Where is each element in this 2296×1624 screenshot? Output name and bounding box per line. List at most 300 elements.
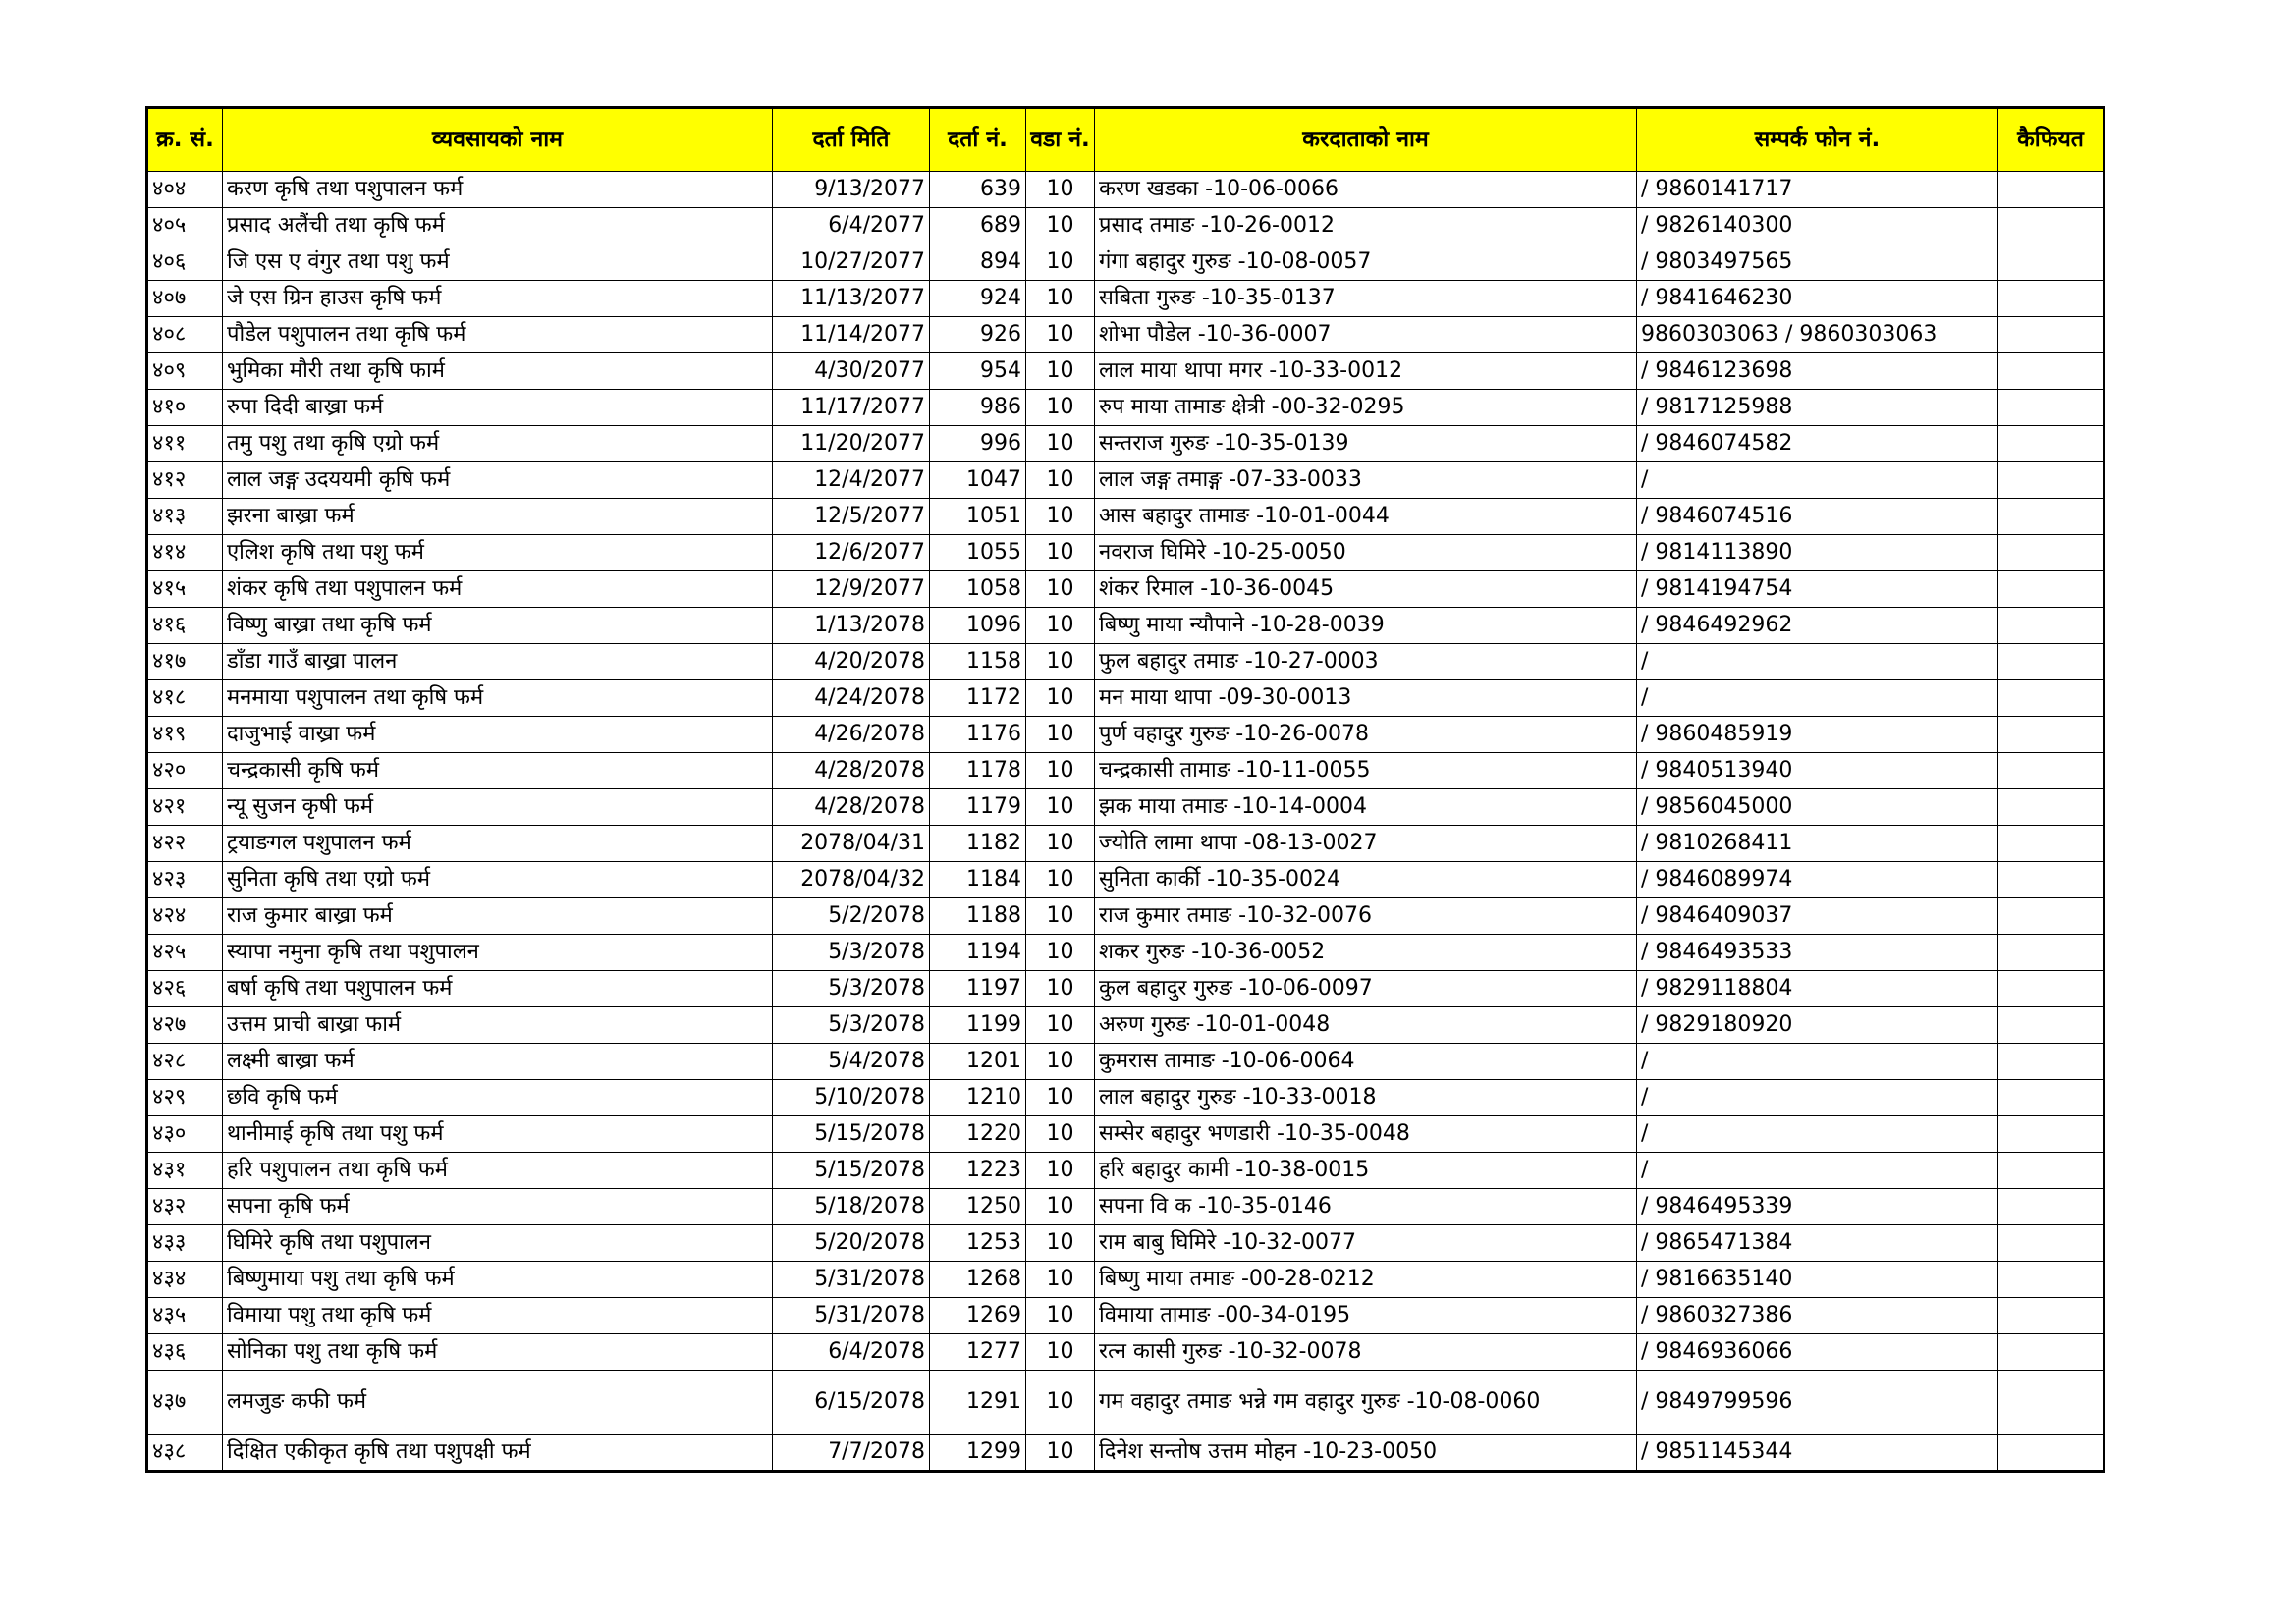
contact-phone-cell: / 9851145344 xyxy=(1637,1435,1998,1472)
header-registration-date: दर्ता मिति xyxy=(773,108,930,172)
business-name-cell: विमाया पशु तथा कृषि फर्म xyxy=(223,1298,773,1334)
registration-no-cell: 1201 xyxy=(930,1044,1026,1080)
contact-phone-cell: / xyxy=(1637,644,1998,680)
remarks-cell xyxy=(1998,935,2105,971)
contact-phone-cell: / 9840513940 xyxy=(1637,753,1998,789)
remarks-cell xyxy=(1998,898,2105,935)
remarks-cell xyxy=(1998,971,2105,1007)
serial-no-cell: ४०६ xyxy=(147,244,223,281)
contact-phone-cell: / xyxy=(1637,1116,1998,1153)
registration-no-cell: 1277 xyxy=(930,1334,1026,1371)
business-registry-table xyxy=(145,106,2105,1473)
ward-no-cell: 10 xyxy=(1026,426,1095,462)
registration-date-cell: 5/31/2078 xyxy=(773,1298,930,1334)
business-name-cell: शंकर कृषि तथा पशुपालन फर्म xyxy=(223,571,773,608)
remarks-cell xyxy=(1998,1044,2105,1080)
business-name-cell: मनमाया पशुपालन तथा कृषि फर्म xyxy=(223,680,773,717)
registration-date-cell: 4/26/2078 xyxy=(773,717,930,753)
registration-no-cell: 986 xyxy=(930,390,1026,426)
business-name-cell: उत्तम प्राची बाख्रा फार्म xyxy=(223,1007,773,1044)
taxpayer-name-cell: शकर गुरुङ -10-36-0052 xyxy=(1095,935,1637,971)
serial-no-cell: ४१२ xyxy=(147,462,223,499)
registration-date-cell: 11/20/2077 xyxy=(773,426,930,462)
serial-no-cell: ४३७ xyxy=(147,1371,223,1435)
business-name-cell: एलिश कृषि तथा पशु फर्म xyxy=(223,535,773,571)
registration-no-cell: 1223 xyxy=(930,1153,1026,1189)
taxpayer-name-cell: राज कुमार तमाङ -10-32-0076 xyxy=(1095,898,1637,935)
taxpayer-name-cell: सुनिता कार्की -10-35-0024 xyxy=(1095,862,1637,898)
taxpayer-name-cell: कुमरास तामाङ -10-06-0064 xyxy=(1095,1044,1637,1080)
ward-no-cell: 10 xyxy=(1026,862,1095,898)
ward-no-cell: 10 xyxy=(1026,390,1095,426)
table-row xyxy=(147,608,2105,644)
contact-phone-cell: / 9865471384 xyxy=(1637,1225,1998,1262)
taxpayer-name-cell: फुल बहादुर तमाङ -10-27-0003 xyxy=(1095,644,1637,680)
ward-no-cell: 10 xyxy=(1026,1435,1095,1472)
remarks-cell xyxy=(1998,862,2105,898)
serial-no-cell: ४१० xyxy=(147,390,223,426)
ward-no-cell: 10 xyxy=(1026,971,1095,1007)
taxpayer-name-cell: करण खडका -10-06-0066 xyxy=(1095,172,1637,208)
registration-date-cell: 4/20/2078 xyxy=(773,644,930,680)
registration-date-cell: 10/27/2077 xyxy=(773,244,930,281)
registration-date-cell: 5/3/2078 xyxy=(773,935,930,971)
table-row xyxy=(147,499,2105,535)
ward-no-cell: 10 xyxy=(1026,1007,1095,1044)
registration-no-cell: 1058 xyxy=(930,571,1026,608)
registration-date-cell: 12/6/2077 xyxy=(773,535,930,571)
registration-no-cell: 1197 xyxy=(930,971,1026,1007)
registration-date-cell: 5/3/2078 xyxy=(773,1007,930,1044)
taxpayer-name-cell: रुप माया तामाङ क्षेत्री -00-32-0295 xyxy=(1095,390,1637,426)
header-row xyxy=(147,108,2105,172)
taxpayer-name-cell: दिनेश सन्तोष उत्तम मोहन -10-23-0050 xyxy=(1095,1435,1637,1472)
registration-date-cell: 2078/04/32 xyxy=(773,862,930,898)
serial-no-cell: ४३१ xyxy=(147,1153,223,1189)
business-name-cell: राज कुमार बाख्रा फर्म xyxy=(223,898,773,935)
taxpayer-name-cell: बिष्णु माया तमाङ -00-28-0212 xyxy=(1095,1262,1637,1298)
serial-no-cell: ४०७ xyxy=(147,281,223,317)
remarks-cell xyxy=(1998,462,2105,499)
registration-date-cell: 1/13/2078 xyxy=(773,608,930,644)
business-name-cell: लमजुङ कफी फर्म xyxy=(223,1371,773,1435)
table-row xyxy=(147,971,2105,1007)
table-row xyxy=(147,535,2105,571)
registration-date-cell: 4/28/2078 xyxy=(773,753,930,789)
registration-date-cell: 5/3/2078 xyxy=(773,971,930,1007)
registration-no-cell: 1184 xyxy=(930,862,1026,898)
registration-date-cell: 5/2/2078 xyxy=(773,898,930,935)
contact-phone-cell: / 9814194754 xyxy=(1637,571,1998,608)
table-row xyxy=(147,244,2105,281)
serial-no-cell: ४२९ xyxy=(147,1080,223,1116)
taxpayer-name-cell: विमाया तामाङ -00-34-0195 xyxy=(1095,1298,1637,1334)
ward-no-cell: 10 xyxy=(1026,898,1095,935)
business-name-cell: लक्ष्मी बाख्रा फर्म xyxy=(223,1044,773,1080)
business-name-cell: सपना कृषि फर्म xyxy=(223,1189,773,1225)
contact-phone-cell: / xyxy=(1637,462,1998,499)
contact-phone-cell: / 9829180920 xyxy=(1637,1007,1998,1044)
ward-no-cell: 10 xyxy=(1026,753,1095,789)
registration-date-cell: 6/4/2077 xyxy=(773,208,930,244)
serial-no-cell: ४१५ xyxy=(147,571,223,608)
taxpayer-name-cell: प्रसाद तमाङ -10-26-0012 xyxy=(1095,208,1637,244)
table-row xyxy=(147,1262,2105,1298)
business-name-cell: झरना बाख्रा फर्म xyxy=(223,499,773,535)
serial-no-cell: ४३० xyxy=(147,1116,223,1153)
remarks-cell xyxy=(1998,1080,2105,1116)
serial-no-cell: ४०९ xyxy=(147,353,223,390)
business-name-cell: करण कृषि तथा पशुपालन फर्म xyxy=(223,172,773,208)
registration-date-cell: 5/18/2078 xyxy=(773,1189,930,1225)
taxpayer-name-cell: ज्योति लामा थापा -08-13-0027 xyxy=(1095,826,1637,862)
taxpayer-name-cell: सन्तराज गुरुङ -10-35-0139 xyxy=(1095,426,1637,462)
remarks-cell xyxy=(1998,1298,2105,1334)
registration-no-cell: 1096 xyxy=(930,608,1026,644)
table-body xyxy=(147,172,2105,1472)
registration-date-cell: 4/30/2077 xyxy=(773,353,930,390)
registration-date-cell: 7/7/2078 xyxy=(773,1435,930,1472)
business-name-cell: भुमिका मौरी तथा कृषि फार्म xyxy=(223,353,773,390)
ward-no-cell: 10 xyxy=(1026,680,1095,717)
header-ward-no: वडा नं. xyxy=(1026,108,1095,172)
remarks-cell xyxy=(1998,753,2105,789)
registration-date-cell: 5/10/2078 xyxy=(773,1080,930,1116)
business-name-cell: हरि पशुपालन तथा कृषि फर्म xyxy=(223,1153,773,1189)
contact-phone-cell: / xyxy=(1637,1153,1998,1189)
registration-no-cell: 1179 xyxy=(930,789,1026,826)
ward-no-cell: 10 xyxy=(1026,935,1095,971)
contact-phone-cell: / xyxy=(1637,680,1998,717)
registration-date-cell: 6/15/2078 xyxy=(773,1371,930,1435)
registration-date-cell: 6/4/2078 xyxy=(773,1334,930,1371)
ward-no-cell: 10 xyxy=(1026,172,1095,208)
header-taxpayer-name: करदाताको नाम xyxy=(1095,108,1637,172)
remarks-cell xyxy=(1998,1435,2105,1472)
business-name-cell: जे एस ग्रिन हाउस कृषि फर्म xyxy=(223,281,773,317)
ward-no-cell: 10 xyxy=(1026,1044,1095,1080)
business-name-cell: डाँडा गाउँ बाख्रा पालन xyxy=(223,644,773,680)
contact-phone-cell: / xyxy=(1637,1044,1998,1080)
business-name-cell: स्यापा नमुना कृषि तथा पशुपालन xyxy=(223,935,773,971)
registration-date-cell: 12/4/2077 xyxy=(773,462,930,499)
ward-no-cell: 10 xyxy=(1026,208,1095,244)
registration-no-cell: 924 xyxy=(930,281,1026,317)
registration-date-cell: 11/13/2077 xyxy=(773,281,930,317)
serial-no-cell: ४३६ xyxy=(147,1334,223,1371)
table-row xyxy=(147,1298,2105,1334)
serial-no-cell: ४३५ xyxy=(147,1298,223,1334)
contact-phone-cell: / 9803497565 xyxy=(1637,244,1998,281)
serial-no-cell: ४११ xyxy=(147,426,223,462)
ward-no-cell: 10 xyxy=(1026,1189,1095,1225)
remarks-cell xyxy=(1998,789,2105,826)
registration-no-cell: 1220 xyxy=(930,1116,1026,1153)
registration-no-cell: 1172 xyxy=(930,680,1026,717)
remarks-cell xyxy=(1998,1007,2105,1044)
header-contact-phone: सम्पर्क फोन नं. xyxy=(1637,108,1998,172)
contact-phone-cell: / 9846074582 xyxy=(1637,426,1998,462)
contact-phone-cell: 9860303063 / 9860303063 xyxy=(1637,317,1998,353)
contact-phone-cell: / 9846074516 xyxy=(1637,499,1998,535)
registration-no-cell: 954 xyxy=(930,353,1026,390)
registration-no-cell: 1268 xyxy=(930,1262,1026,1298)
ward-no-cell: 10 xyxy=(1026,1153,1095,1189)
ward-no-cell: 10 xyxy=(1026,499,1095,535)
contact-phone-cell: / 9814113890 xyxy=(1637,535,1998,571)
registration-no-cell: 689 xyxy=(930,208,1026,244)
contact-phone-cell: / 9829118804 xyxy=(1637,971,1998,1007)
table-row xyxy=(147,935,2105,971)
taxpayer-name-cell: मन माया थापा -09-30-0013 xyxy=(1095,680,1637,717)
contact-phone-cell: / 9846493533 xyxy=(1637,935,1998,971)
table-row xyxy=(147,717,2105,753)
taxpayer-name-cell: शंकर रिमाल -10-36-0045 xyxy=(1095,571,1637,608)
header-serial-no: क्र. सं. xyxy=(147,108,223,172)
serial-no-cell: ४२१ xyxy=(147,789,223,826)
ward-no-cell: 10 xyxy=(1026,826,1095,862)
registration-date-cell: 12/5/2077 xyxy=(773,499,930,535)
remarks-cell xyxy=(1998,608,2105,644)
registration-date-cell: 4/28/2078 xyxy=(773,789,930,826)
registration-no-cell: 1291 xyxy=(930,1371,1026,1435)
ward-no-cell: 10 xyxy=(1026,789,1095,826)
table-row xyxy=(147,281,2105,317)
taxpayer-name-cell: कुल बहादुर गुरुङ -10-06-0097 xyxy=(1095,971,1637,1007)
business-name-cell: घिमिरे कृषि तथा पशुपालन xyxy=(223,1225,773,1262)
serial-no-cell: ४१७ xyxy=(147,644,223,680)
table-row xyxy=(147,1334,2105,1371)
remarks-cell xyxy=(1998,1153,2105,1189)
table-row xyxy=(147,826,2105,862)
remarks-cell xyxy=(1998,826,2105,862)
taxpayer-name-cell: सम्सेर बहादुर भणडारी -10-35-0048 xyxy=(1095,1116,1637,1153)
contact-phone-cell: / 9860141717 xyxy=(1637,172,1998,208)
remarks-cell xyxy=(1998,1262,2105,1298)
registration-no-cell: 996 xyxy=(930,426,1026,462)
business-name-cell: दाजुभाई वाख्रा फर्म xyxy=(223,717,773,753)
header-registration-no: दर्ता नं. xyxy=(930,108,1026,172)
table-row xyxy=(147,1435,2105,1472)
registration-date-cell: 5/20/2078 xyxy=(773,1225,930,1262)
ward-no-cell: 10 xyxy=(1026,1334,1095,1371)
registration-no-cell: 1250 xyxy=(930,1189,1026,1225)
table-row xyxy=(147,571,2105,608)
registration-no-cell: 1188 xyxy=(930,898,1026,935)
taxpayer-name-cell: चन्द्रकासी तामाङ -10-11-0055 xyxy=(1095,753,1637,789)
ward-no-cell: 10 xyxy=(1026,608,1095,644)
registration-no-cell: 1051 xyxy=(930,499,1026,535)
serial-no-cell: ४०४ xyxy=(147,172,223,208)
taxpayer-name-cell: रत्न कासी गुरुङ -10-32-0078 xyxy=(1095,1334,1637,1371)
registration-no-cell: 894 xyxy=(930,244,1026,281)
ward-no-cell: 10 xyxy=(1026,1298,1095,1334)
serial-no-cell: ४०८ xyxy=(147,317,223,353)
serial-no-cell: ४३२ xyxy=(147,1189,223,1225)
serial-no-cell: ४१३ xyxy=(147,499,223,535)
remarks-cell xyxy=(1998,426,2105,462)
table-row xyxy=(147,208,2105,244)
registration-date-cell: 9/13/2077 xyxy=(773,172,930,208)
table-row xyxy=(147,317,2105,353)
registration-date-cell: 2078/04/31 xyxy=(773,826,930,862)
serial-no-cell: ४३८ xyxy=(147,1435,223,1472)
taxpayer-name-cell: लाल जङ्ग तमाङ्ग -07-33-0033 xyxy=(1095,462,1637,499)
table-row xyxy=(147,789,2105,826)
registration-no-cell: 926 xyxy=(930,317,1026,353)
table-row xyxy=(147,1153,2105,1189)
table-row xyxy=(147,172,2105,208)
taxpayer-name-cell: झक माया तमाङ -10-14-0004 xyxy=(1095,789,1637,826)
table-row xyxy=(147,426,2105,462)
ward-no-cell: 10 xyxy=(1026,353,1095,390)
ward-no-cell: 10 xyxy=(1026,244,1095,281)
ward-no-cell: 10 xyxy=(1026,717,1095,753)
taxpayer-name-cell: राम बाबु घिमिरे -10-32-0077 xyxy=(1095,1225,1637,1262)
contact-phone-cell: / 9816635140 xyxy=(1637,1262,1998,1298)
registration-date-cell: 5/15/2078 xyxy=(773,1116,930,1153)
taxpayer-name-cell: गंगा बहादुर गुरुङ -10-08-0057 xyxy=(1095,244,1637,281)
header-remarks: कैफियत xyxy=(1998,108,2105,172)
contact-phone-cell: / 9810268411 xyxy=(1637,826,1998,862)
ward-no-cell: 10 xyxy=(1026,1225,1095,1262)
remarks-cell xyxy=(1998,1189,2105,1225)
header-business-name: व्यवसायको नाम xyxy=(223,108,773,172)
table-row xyxy=(147,390,2105,426)
ward-no-cell: 10 xyxy=(1026,1116,1095,1153)
table-row xyxy=(147,1116,2105,1153)
serial-no-cell: ४२२ xyxy=(147,826,223,862)
registration-date-cell: 5/15/2078 xyxy=(773,1153,930,1189)
ward-no-cell: 10 xyxy=(1026,1371,1095,1435)
table-row xyxy=(147,353,2105,390)
remarks-cell xyxy=(1998,680,2105,717)
contact-phone-cell: / 9826140300 xyxy=(1637,208,1998,244)
business-name-cell: सुनिता कृषि तथा एग्रो फर्म xyxy=(223,862,773,898)
ward-no-cell: 10 xyxy=(1026,1262,1095,1298)
taxpayer-name-cell: सबिता गुरुङ -10-35-0137 xyxy=(1095,281,1637,317)
serial-no-cell: ४१४ xyxy=(147,535,223,571)
taxpayer-name-cell: आस बहादुर तामाङ -10-01-0044 xyxy=(1095,499,1637,535)
serial-no-cell: ४३४ xyxy=(147,1262,223,1298)
serial-no-cell: ४०५ xyxy=(147,208,223,244)
taxpayer-name-cell: लाल बहादुर गुरुङ -10-33-0018 xyxy=(1095,1080,1637,1116)
registration-date-cell: 11/17/2077 xyxy=(773,390,930,426)
table-row xyxy=(147,753,2105,789)
serial-no-cell: ४३३ xyxy=(147,1225,223,1262)
serial-no-cell: ४१८ xyxy=(147,680,223,717)
remarks-cell xyxy=(1998,353,2105,390)
taxpayer-name-cell: लाल माया थापा मगर -10-33-0012 xyxy=(1095,353,1637,390)
remarks-cell xyxy=(1998,172,2105,208)
registration-date-cell: 4/24/2078 xyxy=(773,680,930,717)
business-name-cell: छवि कृषि फर्म xyxy=(223,1080,773,1116)
registration-date-cell: 12/9/2077 xyxy=(773,571,930,608)
serial-no-cell: ४२६ xyxy=(147,971,223,1007)
registration-no-cell: 1047 xyxy=(930,462,1026,499)
taxpayer-name-cell: गम वहादुर तमाङ भन्ने गम वहादुर गुरुङ -10-08-0060 xyxy=(1095,1371,1637,1435)
remarks-cell xyxy=(1998,1116,2105,1153)
contact-phone-cell: / 9846492962 xyxy=(1637,608,1998,644)
contact-phone-cell: / 9841646230 xyxy=(1637,281,1998,317)
remarks-cell xyxy=(1998,281,2105,317)
remarks-cell xyxy=(1998,1334,2105,1371)
remarks-cell xyxy=(1998,535,2105,571)
table-row xyxy=(147,680,2105,717)
contact-phone-cell: / 9817125988 xyxy=(1637,390,1998,426)
registration-date-cell: 5/4/2078 xyxy=(773,1044,930,1080)
business-name-cell: जि एस ए वंगुर तथा पशु फर्म xyxy=(223,244,773,281)
registration-no-cell: 1269 xyxy=(930,1298,1026,1334)
remarks-cell xyxy=(1998,1371,2105,1435)
business-name-cell: विष्णु बाख्रा तथा कृषि फर्म xyxy=(223,608,773,644)
business-name-cell: बर्षा कृषि तथा पशुपालन फर्म xyxy=(223,971,773,1007)
business-name-cell: सोनिका पशु तथा कृषि फर्म xyxy=(223,1334,773,1371)
serial-no-cell: ४२५ xyxy=(147,935,223,971)
remarks-cell xyxy=(1998,390,2105,426)
registration-date-cell: 5/31/2078 xyxy=(773,1262,930,1298)
taxpayer-name-cell: नवराज घिमिरे -10-25-0050 xyxy=(1095,535,1637,571)
table-row xyxy=(147,1044,2105,1080)
remarks-cell xyxy=(1998,571,2105,608)
business-name-cell: ट्रयाङगल पशुपालन फर्म xyxy=(223,826,773,862)
contact-phone-cell: / 9849799596 xyxy=(1637,1371,1998,1435)
registration-no-cell: 1055 xyxy=(930,535,1026,571)
remarks-cell xyxy=(1998,1225,2105,1262)
remarks-cell xyxy=(1998,244,2105,281)
registration-no-cell: 1253 xyxy=(930,1225,1026,1262)
taxpayer-name-cell: सपना वि क -10-35-0146 xyxy=(1095,1189,1637,1225)
contact-phone-cell: / 9856045000 xyxy=(1637,789,1998,826)
remarks-cell xyxy=(1998,717,2105,753)
contact-phone-cell: / 9846089974 xyxy=(1637,862,1998,898)
business-name-cell: तमु पशु तथा कृषि एग्रो फर्म xyxy=(223,426,773,462)
ward-no-cell: 10 xyxy=(1026,571,1095,608)
remarks-cell xyxy=(1998,317,2105,353)
business-name-cell: दिक्षित एकीकृत कृषि तथा पशुपक्षी फर्म xyxy=(223,1435,773,1472)
table-header xyxy=(147,108,2105,172)
taxpayer-name-cell: बिष्णु माया न्यौपाने -10-28-0039 xyxy=(1095,608,1637,644)
ward-no-cell: 10 xyxy=(1026,317,1095,353)
business-name-cell: लाल जङ्ग उदययमी कृषि फर्म xyxy=(223,462,773,499)
serial-no-cell: ४१९ xyxy=(147,717,223,753)
contact-phone-cell: / 9846936066 xyxy=(1637,1334,1998,1371)
ward-no-cell: 10 xyxy=(1026,644,1095,680)
registration-no-cell: 1178 xyxy=(930,753,1026,789)
contact-phone-cell: / 9860485919 xyxy=(1637,717,1998,753)
contact-phone-cell: / xyxy=(1637,1080,1998,1116)
contact-phone-cell: / 9860327386 xyxy=(1637,1298,1998,1334)
remarks-cell xyxy=(1998,499,2105,535)
business-name-cell: रुपा दिदी बाख्रा फर्म xyxy=(223,390,773,426)
taxpayer-name-cell: पुर्ण वहादुर गुरुङ -10-26-0078 xyxy=(1095,717,1637,753)
taxpayer-name-cell: शोभा पौडेल -10-36-0007 xyxy=(1095,317,1637,353)
table-row xyxy=(147,1080,2105,1116)
business-name-cell: पौडेल पशुपालन तथा कृषि फर्म xyxy=(223,317,773,353)
ward-no-cell: 10 xyxy=(1026,1080,1095,1116)
ward-no-cell: 10 xyxy=(1026,535,1095,571)
table-row xyxy=(147,862,2105,898)
registration-date-cell: 11/14/2077 xyxy=(773,317,930,353)
registration-no-cell: 1158 xyxy=(930,644,1026,680)
remarks-cell xyxy=(1998,644,2105,680)
registration-no-cell: 1182 xyxy=(930,826,1026,862)
ward-no-cell: 10 xyxy=(1026,281,1095,317)
remarks-cell xyxy=(1998,208,2105,244)
registration-no-cell: 639 xyxy=(930,172,1026,208)
serial-no-cell: ४२८ xyxy=(147,1044,223,1080)
registration-no-cell: 1299 xyxy=(930,1435,1026,1472)
